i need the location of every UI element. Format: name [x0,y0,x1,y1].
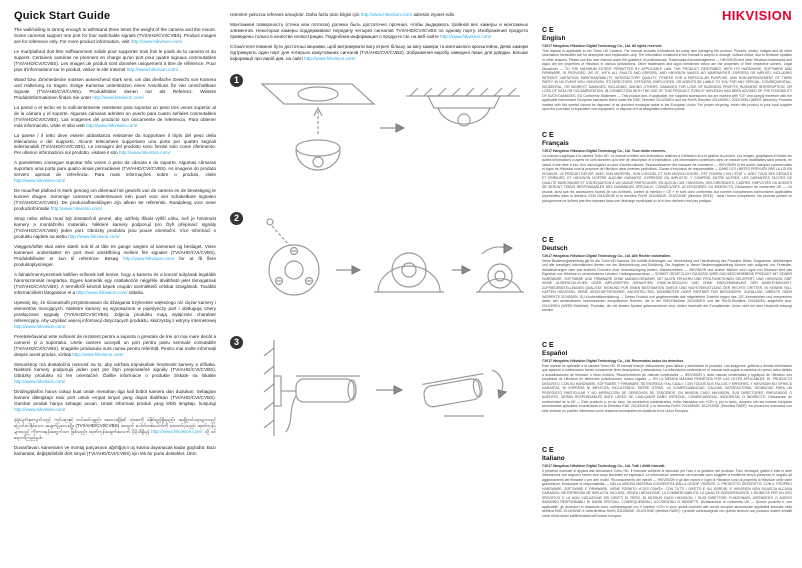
paragraph-text: Wand bzw. Zimmerdecke müssen ausreichend stark sein, um das dreifache Gewicht von Kamera und Halterung zu tragen. Einige Kameras unterstützen einen Anschluss für vier umschaltbare Signale (TVI/AHD/CVI/CVBS). Produktbilder dienen nur als Referenz. Weitere Produktinformationen finden Sie unter [14,76,216,100]
paragraph-text: Le mur/plafond doit être suffisamment solide pour supporter trois fois le poids de la caméra et du support. Certaines caméras ne prennent en charge qu'un port pour quatre signaux commutables (TVI/AHD/CVI/CVBS). Les images de produit sont données uniquement à titre de référence. Pour plus d'informations sur le produit, visitez le site Internet [14,48,216,72]
section-copyright: ©2017 Hangzhou Hikvision Digital Technology Co., Ltd. Tous droits réservés. [542,148,666,153]
regulatory-section-it [542,447,792,547]
ce-mark-icon: CE [542,237,556,244]
paragraph-text: Dinding/plafon harus cukup kuat untuk menahan tiga kali bobot kamera dan dudukan. Sebagian kamera dilengkapi satu port untuk empat sinyal yang dapat dialihkan (TVI/AHD/CVI/CVBS). Gambar produk hanya sebagai acuan. Untuk informasi produk yang lebih lengkap, kunjungi [14,389,216,407]
hikvision-website-link[interactable]: http://www.hikvision.com/ [126,66,179,72]
middle-column [230,12,528,456]
left-column [14,10,216,461]
hikvision-logo: HIKVISION [721,8,792,23]
paragraph-text: A falnak/mennyezetnek kellően erősnek kell lennie, hogy a kamera és a konzol súlyának legalább háromszorosát megtartsa. Egyes kamerák egy csatlakozón négyféle átváltható jelet támogatnak (TVI/AHD/CVI/CVBS). A termékről készült képek csupán szemléltető célokat szolgálnak. További információkért látogasson el a [14,271,216,295]
hikvision-website-link[interactable]: http://www.hikvision.com/ [151,429,203,435]
paragraph-text: သို့ ဝင်ရောက်ကြည့်ရှုပါ။ [14,429,216,441]
guide-paragraph-it [14,133,216,157]
guide-paragraph-tr [14,445,216,457]
section-copyright: ©2017 Hangzhou Hikvision Digital Technology Co., Ltd. Alle Rechte vorbehalten. [542,253,672,258]
section-body: This manual is applicable to the Turbo HD Camera. The manual includes instructions for using and managing the product. Pictures, charts, images and all other information hereinafter are for description and explanation only. The information contained in the manual is subject to change, without notice, due to firmware updates or other reasons. Please use this user manual under the guidance of professionals. Trademarks Acknowledgement — HIKVISION and other Hikvision trademarks and logos are the properties of Hikvision in various jurisdictions. Other trademarks and logos mentioned below are the properties of their respective owners. Legal Disclaimer — TO THE MAXIMUM EXTENT PERMITTED BY APPLICABLE LAW, THE PRODUCT DESCRIBED, WITH ITS HARDWARE, SOFTWARE AND FIRMWARE, IS PROVIDED “AS IS”, WITH ALL FAULTS AND ERRORS, AND HIKVISION MAKES NO WARRANTIES, EXPRESS OR IMPLIED, INCLUDING WITHOUT LIMITATION, MERCHANTABILITY, SATISFACTORY QUALITY, FITNESS FOR A PARTICULAR PURPOSE, AND NON-INFRINGEMENT OF THIRD PARTY. IN NO EVENT WILL HIKVISION, ITS DIRECTORS, OFFICERS, EMPLOYEES, OR AGENTS BE LIABLE TO YOU FOR ANY SPECIAL, CONSEQUENTIAL, INCIDENTAL, OR INDIRECT DAMAGES, INCLUDING, AMONG OTHERS, DAMAGES FOR LOSS OF BUSINESS PROFITS, BUSINESS INTERRUPTION, OR LOSS OF DATA OR DOCUMENTATION, IN CONNECTION WITH THE USE OF THIS PRODUCT, EVEN IF HIKVISION HAS BEEN ADVISED OF THE POSSIBILITY OF SUCH DAMAGES. EU Conformity Statement — This product and, if applicable, the supplied accessories too are marked with “CE” and comply therefore with the applicable harmonized European standards listed under the EMC Directive 2014/30/EU and the RoHS Directive 2011/65/EU. 2012/19/EU (WEEE directive): Products marked with this symbol cannot be disposed of as unsorted municipal waste in the European Union. For proper recycling, return this product to your local supplier upon the purchase of equivalent new equipment, or dispose of it at designated collection points. [542,49,792,112]
paragraph-text: resimleri yalnızca referans amaçlıdır. Daha fazla ürün bilgisi için [230,12,360,17]
paragraph-text: Duvar/tavan, kameranın ve montaj parçasının ağırlığının üç katına dayanacak kadar güçlüdür. Bazı kameralar, değiştirilebilir dört sinyal (TVI/AHD/CVI/CVBS) için tek bir portu destekler. Ürün [14,445,216,457]
paragraph-text: La parete / il tetto deve essere abbastanza resistente da sopportare il triplo del peso della telecamera e del supporto. Alcune telecamere supportano una porta per quattro segnali selezionabili (TVI/AHD/CVI/CVBS). Le immagini del prodotto sono fornite solo come riferimento. Per ulteriori informazioni sul prodotto, visitare il sito [14,132,216,156]
guide-paragraph-sk [14,362,216,386]
hikvision-website-link[interactable]: http://www.hikvision.com/ [118,150,171,156]
hikvision-website-link[interactable]: http://www.hikvision.com/ [86,122,138,128]
section-copyright: ©2017 Hangzhou Hikvision Digital Technology Co., Ltd. All rights reserved. [542,43,663,48]
section-title: Français [542,140,569,147]
guide-paragraph-cs [14,216,216,240]
regulatory-section-fr [542,132,792,232]
section-body: Este manual es aplicable a la cámara Turbo HD. El manual incluye instrucciones para utilizar y administrar el producto. Las imágenes, gráficos y demás información que aparece a continuación tienen únicamente fines descriptivos y aclaratorios. La información contenida en el manual está sujeta a cambios sin previo aviso debido a actualizaciones de firmware u otros motivos. Reconocimiento de marcas comerciales — HIKVISION y otras marcas comerciales y logotipos de Hikvision son propiedad de Hikvision en diferentes jurisdicciones. Avisos legales — EN LA MEDIDA MÁXIMA PERMITIDA POR LAS LEYES APLICABLES, EL PRODUCTO DESCRITO, CON SU HARDWARE, SOFTWARE Y FIRMWARE, SE ENTREGA «TAL CUAL», CON TODOS SUS FALLOS Y ERRORES, Y HIKVISION NO OFRECE GARANTÍA, NI EXPRESA NI IMPLÍCITA, INCLUYENDO, ENTRE OTRAS, LA COMERCIABILIDAD, CALIDAD SATISFACTORIA, IDONEIDAD PARA UN PROPÓSITO PARTICULAR Y NO INFRACCIÓN DE DERECHOS DE TERCEROS. EN NINGÚN CASO HIKVISION, SUS DIRECTORES, EMPLEADOS O AGENTES, SERÁN RESPONSABLES ANTE USTED DE CUALQUIER DAÑO ESPECIAL, CONSECUENCIAL, INCIDENTAL O INDIRECTO. Declaración de conformidad de la UE — Este producto y, en su caso, los accesorios suministrados, están marcados con «CE» y, por lo tanto, cumplen con las normas europeas armonizadas aplicables enumeradas en la Directiva EMC 2014/30/UE y la Directiva RoHS 2011/65/UE. 2012/19/UE (Directiva RAEE): los productos marcados con este símbolo no pueden eliminarse como residuos municipales sin clasificar en la Unión Europea. [542,364,792,413]
paragraph-text: De muur/het plafond is sterk genoeg om driemaal het gewicht van de camera en de bevestiging te kunnen dragen. Sommige camera's ondersteunen één poort voor vier schakelbare signalen (TVI/AHD/CVI/CVBS). De productafbeeldingen zijn alleen ter referentie. Raadpleeg voor meer productinformatie [14,188,216,212]
paragraph-text: A parede/teto consegue suportar três vezes o peso da câmara e do suporte. Algumas câmaras suportam uma porta para quatro sinais permutáveis (TVI/AHD/CVI/CVBS). As imagens do produto servem apenas de referência. Para mais informações sobre o produto, visite [14,160,216,178]
guide-paragraph-en [14,27,216,45]
guide-paragraph-nl [14,188,216,212]
installation-step-3 [230,332,528,444]
hikvision-website-link[interactable]: http://www.hikvision.com/ [76,289,128,295]
hikvision-website-link[interactable]: http://www.hikvision.com/ [130,38,183,44]
section-title: English [542,35,566,42]
paragraph-text: Upewnij się, że ściana/sufit przystosowano do dźwigania trzykrotnie większego niż ciężar kamery i elementów mocujących. Niektóre kamery są wyposażone w pojedynczy port i obsługują cztery przełączane sygnały (TVI/AHD/CVI/CVBS). Zdjęcia produktu mają wyłącznie charakter referencyjny. Aby uzyskać więcej informacji dotyczących produktu, skorzystaj z witryny internetowej [14,299,216,323]
right-column [542,8,792,552]
page-title: Quick Start Guide [14,10,111,22]
guide-paragraph-da [14,244,216,268]
hikvision-website-link[interactable]: http://www.hikvision.com/ [50,206,103,212]
guide-paragraph-pl [14,300,216,330]
section-copyright: ©2017 Hangzhou Hikvision Digital Technology Co., Ltd. Tutti i diritti riservati. [542,463,666,468]
hikvision-website-link[interactable]: http://www.hikvision.com/ [304,55,356,61]
ce-mark-icon: CE [542,132,556,139]
hikvision-website-link[interactable]: http://www.hikvision.com/ [72,351,124,357]
paragraph-text: for at få flere produktoplysninger. [14,255,217,267]
installation-steps [230,70,528,444]
hikvision-website-link[interactable]: http://www.hikvision.com/ [92,94,144,100]
paragraph-text: Stena/strop má dostatočnú nosnosť na to, aby udržala trojnásobok hmotnosti kamery a držiaka. Niektoré kamery podporujú jeden port pre štyri prepínateľné signály (TVI/AHD/CVI/CVBS). Obrázky produktu sú len orientačné. Ďalšie informácie o produkte získate na lokalite [14,361,216,379]
turret-camera-install-illustration [248,208,526,320]
guide-paragraph-my [14,417,216,441]
step-number-badge: 1 [230,74,243,87]
regulatory-section-es [542,342,792,442]
paragraph-text: Strop nebo stěna musí být dostatečně pevné, aby udržely třikrát vyšší váhu, než je hmotnost kamery a montážního materiálu. Některé kamery podporují pro čtyři přepínací signály (TVI/AHD/CVI/CVBS) jeden port. Obrázky produktu jsou pouze orientační. Více informací o produktu najdete na webu [14,216,216,240]
hikvision-website-link[interactable]: http://www.hikvision.com/ [68,234,120,240]
guide-paragraph-ro [14,334,216,358]
hikvision-website-link[interactable]: http://www.hikvision.com/ [123,255,175,261]
hikvision-website-link[interactable]: http://www.hikvision.com/ [14,323,66,329]
paragraph-text: The wall/ceiling is strong enough to withstand three times the weight of the camera and the mount. Some cameras support one port for four switchable signals (TVI/AHD/CVI/CVBS). Product images are for reference only. For more product information, visit [14,27,216,44]
middle-column-paragraphs [230,12,528,62]
installation-step-1 [230,70,528,196]
paragraph-text: Væggen/loftet skal være stærk nok til at tåle tre gange vægten af kameraet og beslaget. Visse kameraer understøtter én port med omskiftning mellem fire signaler (TVI/AHD/CVI/CVBS). Produktbilleder er kun til reference. Besøg [14,244,216,261]
hikvision-website-link[interactable]: http://www.hikvision.com/ [14,407,66,413]
ce-mark-icon: CE [542,27,556,34]
guide-paragraph-tr-cont [230,12,528,18]
regulatory-section-de [542,237,792,337]
bullet-camera-install-illustration [248,332,526,444]
guide-paragraph-hu [14,272,216,296]
regulatory-section-en [542,27,792,127]
section-body: Ce manuel s'applique à la caméra Turbo HD. Le manuel contient des instructions relatives à l'utilisation et à la gestion du produit. Les images, graphiques et toutes les autres informations ci-après ne sont données qu'à titre de description et d'explication. Les informations contenues dans ce manuel sont modifiables sans préavis, en raison d'une mise à jour d'un micrologiciel ou pour d'autres raisons. Reconnaissance des marques de commerce — HIKVISION et les autres marques commerciales et logos de Hikvision sont la propriété de Hikvision dans diverses juridictions. Clause d'exclusion de responsabilité — DANS LES LIMITES PRÉVUES PAR LA LOI EN VIGUEUR, LE PRODUIT DÉCRIT, AVEC SON MATÉRIEL, SON LOGICIEL ET SON MICROLOGICIEL, EST FOURNI « EN L'ÉTAT », AVEC TOUS SES DÉFAUTS ET ERREURS, ET HIKVISION N'OFFRE AUCUNE GARANTIE, EXPRESSE OU IMPLICITE, Y COMPRIS, ENTRE AUTRES, LES GARANTIES TACITES DE QUALITÉ MARCHANDE ET D'ADÉQUATION À UN USAGE PARTICULIER. EN AUCUN CAS, HIKVISION, SES DIRIGEANTS, CADRES, EMPLOYÉS OU AGENTS NE SERONT TENUS RESPONSABLES DES DOMMAGES SPÉCIAUX, CONSÉCUTIFS, ACCESSOIRES OU INDIRECTS. Déclaration de conformité UE — Ce produit, ainsi que les accessoires fournis (le cas échéant), portent la mention « CE » et sont donc conformes aux normes européennes harmonisées applicables répertoriées dans la directive CEM 2014/30/UE et la directive RoHS 2011/65/UE. 2012/19/UE (directive DEEE) : dans l'Union européenne, les produits portant ce pictogramme ne doivent pas être déposés dans une décharge municipale où le tri des déchets n'est pas pratiqué. [542,154,792,203]
dome-camera-install-illustration [248,70,526,196]
section-title: Italiano [542,455,565,462]
paragraph-text: adresini ziyaret edin. [413,12,456,17]
guide-paragraph-uk [230,44,528,62]
guide-paragraph-es [14,105,216,129]
section-body: Diese Bedienungsanleitung gilt für die Turbo-HD-Kamera. Sie enthält Anleitungen zur Verwendung und Handhabung des Produkts. Bilder, Diagramme, Abbildungen und alle sonstigen Informationen dienen nur der Beschreibung und Erklärung. Die Angaben in dieser Bedienungsanleitung können sich aufgrund von Firmware-Aktualisierungen oder aus anderen Gründen ohne Vorankündigung ändern. Markenzeichen — HIKVISION und andere Marken und Logos von Hikvision sind das Eigentum von Hikvision in verschiedenen Ländern. Haftungsausschluss — SOWEIT GESETZLICH ZULÄSSIG WIRD DAS BESCHRIEBENE PRODUKT MIT SEINER HARDWARE, SOFTWARE UND FIRMWARE OHNE MÄNGELGEWÄHR, MIT ALLEN FEHLERN UND FEHLFUNKTIONEN GELIEFERT, UND HIKVISION GIBT KEINE AUSDRÜCKLICHEN ODER IMPLIZIERTEN GARANTIEN, EINSCHLIESSLICH UND OHNE EINSCHRÄNKUNG DER MARKTFÄHIGKEIT, ZUFRIEDENSTELLENDEN QUALITÄT, EIGNUNG FÜR EINEN BESTIMMTEN ZWECK UND NICHTVERLETZUNG DER RECHTE DRITTER. IN KEINEM FALL HAFTEN HIKVISION, SEINE GESCHÄFTSFÜHRER, ANGESTELLTEN, MITARBEITER ODER PARTNER FÜR BESONDERE, ZUFÄLLIGE, DIREKTE ODER INDIREKTE SCHÄDEN. EU-Konformitätserklärung — Dieses Produkt und gegebenenfalls das mitgelieferte Zubehör tragen das „CE“-Kennzeichen und entsprechen daher den anwendbaren harmonisierten europäischen Normen, die in der EMV-Richtlinie 2014/30/EU und der RoHS-Richtlinie 2011/65/EU aufgeführt sind. 2012/19/EU (WEEE-Richtlinie): Produkte, die mit diesem Symbol gekennzeichnet sind, dürfen innerhalb der Europäischen Union nicht mit dem Hausmüll entsorgt werden. [542,259,792,313]
regulatory-sections [542,27,792,547]
hikvision-website-link[interactable]: http://www.hikvision.com/ [14,379,66,385]
section-title: Español [542,350,568,357]
guide-paragraph-id [14,389,216,413]
paragraph-text: oldalra. [128,289,144,295]
installation-step-2 [230,208,528,320]
paragraph-text: Peretele/tavanul este suficient de rezistent pentru a suporta o greutate de trei ori mai mare decât a camerei și a suportului. Unele camere acceptă un port pentru patru semnale comutabile (TVI/AHD/CVI/CVBS). Imaginile produsului sunt numai pentru referință. Pentru mai multe informații despre acest produs, vizitați [14,333,216,357]
hikvision-website-link[interactable]: http://www.hikvision.com/ [440,33,492,39]
paragraph-text: Монтажная поверхность (стена или потолок) должна быть достаточно прочная, чтобы выдержать тройной вес камеры и монтажных элементов. Некоторые камеры поддерживают передачу четырех сигналов TVI/AHD/CVI/CVBS по одному порту. Изображения продукта приведены только в качестве иллюстрации. Подробная информация о продукте см. на веб-сайте [230,21,528,39]
section-body: Il presente manuale si applica alla telecamera Turbo HD. Il manuale contiene le istruzioni per l'uso e la gestione del prodotto. Foto, immagini, grafici e tutte le altre informazioni che seguono hanno solo scopi illustrativi ed esplicativi. Le informazioni contenute nel manuale sono soggette a modifiche senza preavviso in seguito ad aggiornamenti del firmware o per altri motivi. Riconoscimento dei marchi — HIKVISION e gli altri marchi e loghi di Hikvision sono di proprietà di Hikvision nelle varie giurisdizioni. Esclusione di responsabilità — NELLA MISURA MASSIMA CONSENTITA DALLA LEGGE VIGENTE, IL PRODOTTO DESCRITTO, CON IL PROPRIO HARDWARE, SOFTWARE E FIRMWARE, VIENE FORNITO «COSÌ COM'È», CON TUTTI I DIFETTI E GLI ERRORI, E HIKVISION NON RILASCIA ALCUNA GARANZIA, NÉ ESPRESSA NÉ IMPLICITA, INCLUSE, SENZA LIMITAZIONE, LA COMMERCIABILITÀ, LA QUALITÀ SODDISFACENTE, L'IDONEITÀ PER UN USO SPECIFICO E LA NON VIOLAZIONE DEI DIRITTI DI TERZI. IN NESSUN CASO HIKVISION, I SUOI DIRETTORI, FUNZIONARI, DIPENDENTI O AGENTI SARANNO RESPONSABILI DI DANNI SPECIALI, CONSEQUENZIALI, ACCIDENTALI O INDIRETTI. Dichiarazione di conformità UE — Questo prodotto e, ove applicabile, gli accessori in dotazione sono contrassegnati con il marchio «CE» e sono quindi conformi alle norme europee armonizzate applicabili elencate nella direttiva EMC 2014/30/UE e nella direttiva RoHS 2011/65/UE. 2012/19/UE (direttiva RAEE): i prodotti contrassegnati con questo simbolo non possono essere smaltiti come rifiuti urbani indifferenziati nell'Unione europea. [542,469,792,518]
section-title: Deutsch [542,245,568,252]
paragraph-text: Стіна/стеля повинні бути достатньо міцними, щоб витримувати вагу втричі більшу за вагу камери та монтажного кронштейна. Деякі камери підтримують один порт для чотирьох комутованих сигналів (TVI/AHD/CVI/CVBS). Зображення виробу наведені лише для довідки. Більше інформації про виріб див. на сайті [230,43,528,61]
section-copyright: ©2017 Hangzhou Hikvision Digital Technology Co., Ltd. Reservados todos los derechos. [542,358,685,363]
guide-paragraph-ru [230,22,528,40]
left-column-paragraphs [14,27,216,457]
step-number-badge: 3 [230,336,243,349]
step-number-badge: 2 [230,212,243,225]
ce-mark-icon: CE [542,342,556,349]
paragraph-text: La pared o el techo es lo suficientemente resistente para soportar un peso tres veces superior al de la cámara y el soporte. Algunas cámaras admiten un puerto para cuatro señales conmutables (TVI/AHD/CVI/CVBS). Las imágenes del producto son únicamente de referencia. Para obtener más información, visite el sitio web [14,104,216,128]
hikvision-website-link[interactable]: http://www.hikvision.com/ [14,178,66,184]
paragraph-text: နံရံ/မျက်နှာကျက်သည် ကင်မရာနှင့် တပ်ဆင်ပစ္စည်း အလေးချိန်၏ သုံးဆကို ခံနိုင်ရည်ရှိရမည်။ အချို့ကင်မရာများသည် ပြောင်းလဲနိုင်သော အချက်ပြလေးမျိုး (TVI/AHD/CVI/CVBS) အတွက် ပေါက်တစ်ပေါက်ကို ထောက်ပံ့သည်။ ထုတ်ကုန်ပုံများသည် ကိုးကားရန်အတွက်သာ ဖြစ်သည်။ ထုတ်ကုန်အချက်အလက် ပိုမိုသိရှိရန် [14,417,216,435]
guide-paragraph-pt [14,160,216,184]
guide-paragraph-de [14,77,216,101]
ce-mark-icon: CE [542,447,556,454]
hikvision-website-link[interactable]: http://www.hikvision.com/ [360,12,413,17]
guide-paragraph-fr [14,49,216,73]
